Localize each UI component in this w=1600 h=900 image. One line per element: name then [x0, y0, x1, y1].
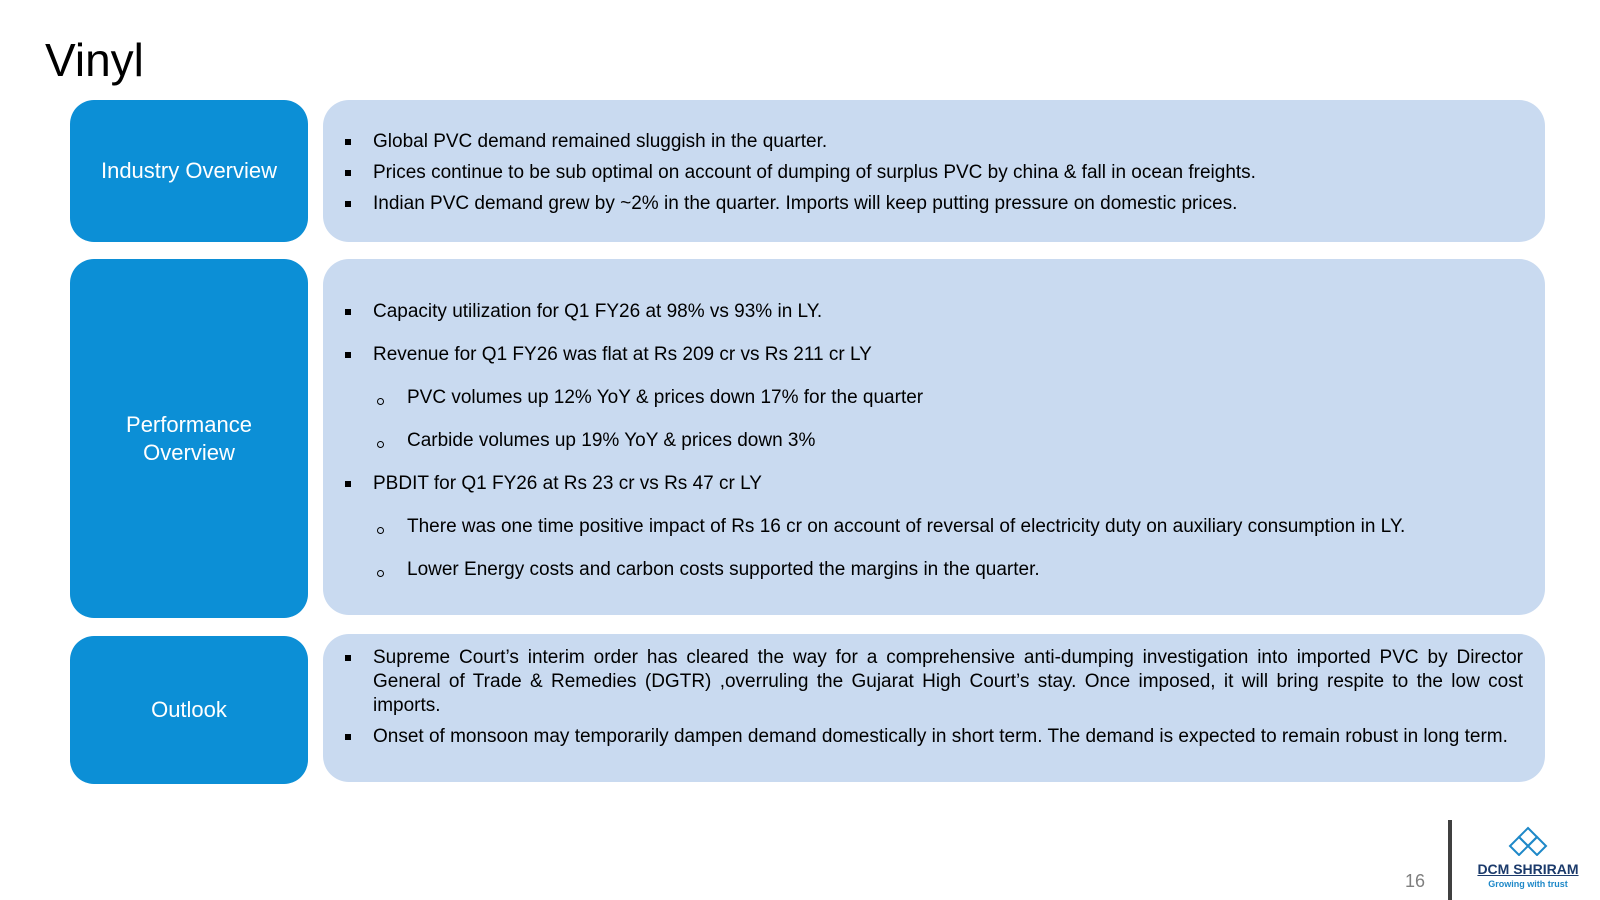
list-item: Supreme Court’s interim order has cleared the way for a comprehensive anti-dumping investigation into imported PVC by Director General of Trade & Remedies (DGTR) ,overruling the Gujarat High Court’s stay. Once imposed, it will bring respite to the low cost imports.	[323, 646, 1523, 718]
industry-overview-label	[70, 100, 308, 242]
list-item: Indian PVC demand grew by ~2% in the quarter. Imports will keep putting pressure on domestic prices.	[323, 192, 1523, 216]
company-logo	[1464, 826, 1592, 890]
footer-divider	[1448, 820, 1452, 900]
sub-list-item: There was one time positive impact of Rs 16 cr on account of reversal of electricity duty on auxiliary consumption in LY.	[323, 515, 1523, 539]
list-item: Prices continue to be sub optimal on account of dumping of surplus PVC by china & fall in ocean freights.	[323, 161, 1523, 185]
sub-list-item: PVC volumes up 12% YoY & prices down 17% for the quarter	[323, 386, 1523, 410]
list-item: Revenue for Q1 FY26 was flat at Rs 209 cr vs Rs 211 cr LY	[323, 343, 1523, 367]
diamond-lattice-icon	[1508, 826, 1548, 856]
performance-overview-label-text: Performance Overview	[126, 411, 252, 465]
sub-list-item: Carbide volumes up 19% YoY & prices down 3%	[323, 429, 1523, 453]
list-item: Onset of monsoon may temporarily dampen demand domestically in short term. The demand is expected to remain robust in long term.	[323, 725, 1523, 749]
list-item: Global PVC demand remained sluggish in the quarter.	[323, 130, 1523, 154]
page-number: 16	[1405, 871, 1426, 891]
list-item: PBDIT for Q1 FY26 at Rs 23 cr vs Rs 47 cr LY	[323, 472, 1523, 496]
performance-overview-label	[70, 259, 308, 618]
outlook-label-text: Outlook	[151, 697, 227, 722]
page-title: Vinyl	[45, 34, 144, 86]
outlook-label	[70, 636, 308, 784]
list-item: Capacity utilization for Q1 FY26 at 98% vs 93% in LY.	[323, 300, 1523, 324]
performance-overview-content	[323, 259, 1545, 615]
outlook-content	[323, 634, 1545, 782]
sub-list-item: Lower Energy costs and carbon costs supported the margins in the quarter.	[323, 558, 1523, 582]
industry-overview-content	[323, 100, 1545, 242]
logo-tagline: Growing with trust	[1488, 879, 1568, 889]
logo-company-name: DCM SHRIRAM	[1477, 861, 1579, 877]
industry-overview-label-text: Industry Overview	[100, 158, 278, 183]
